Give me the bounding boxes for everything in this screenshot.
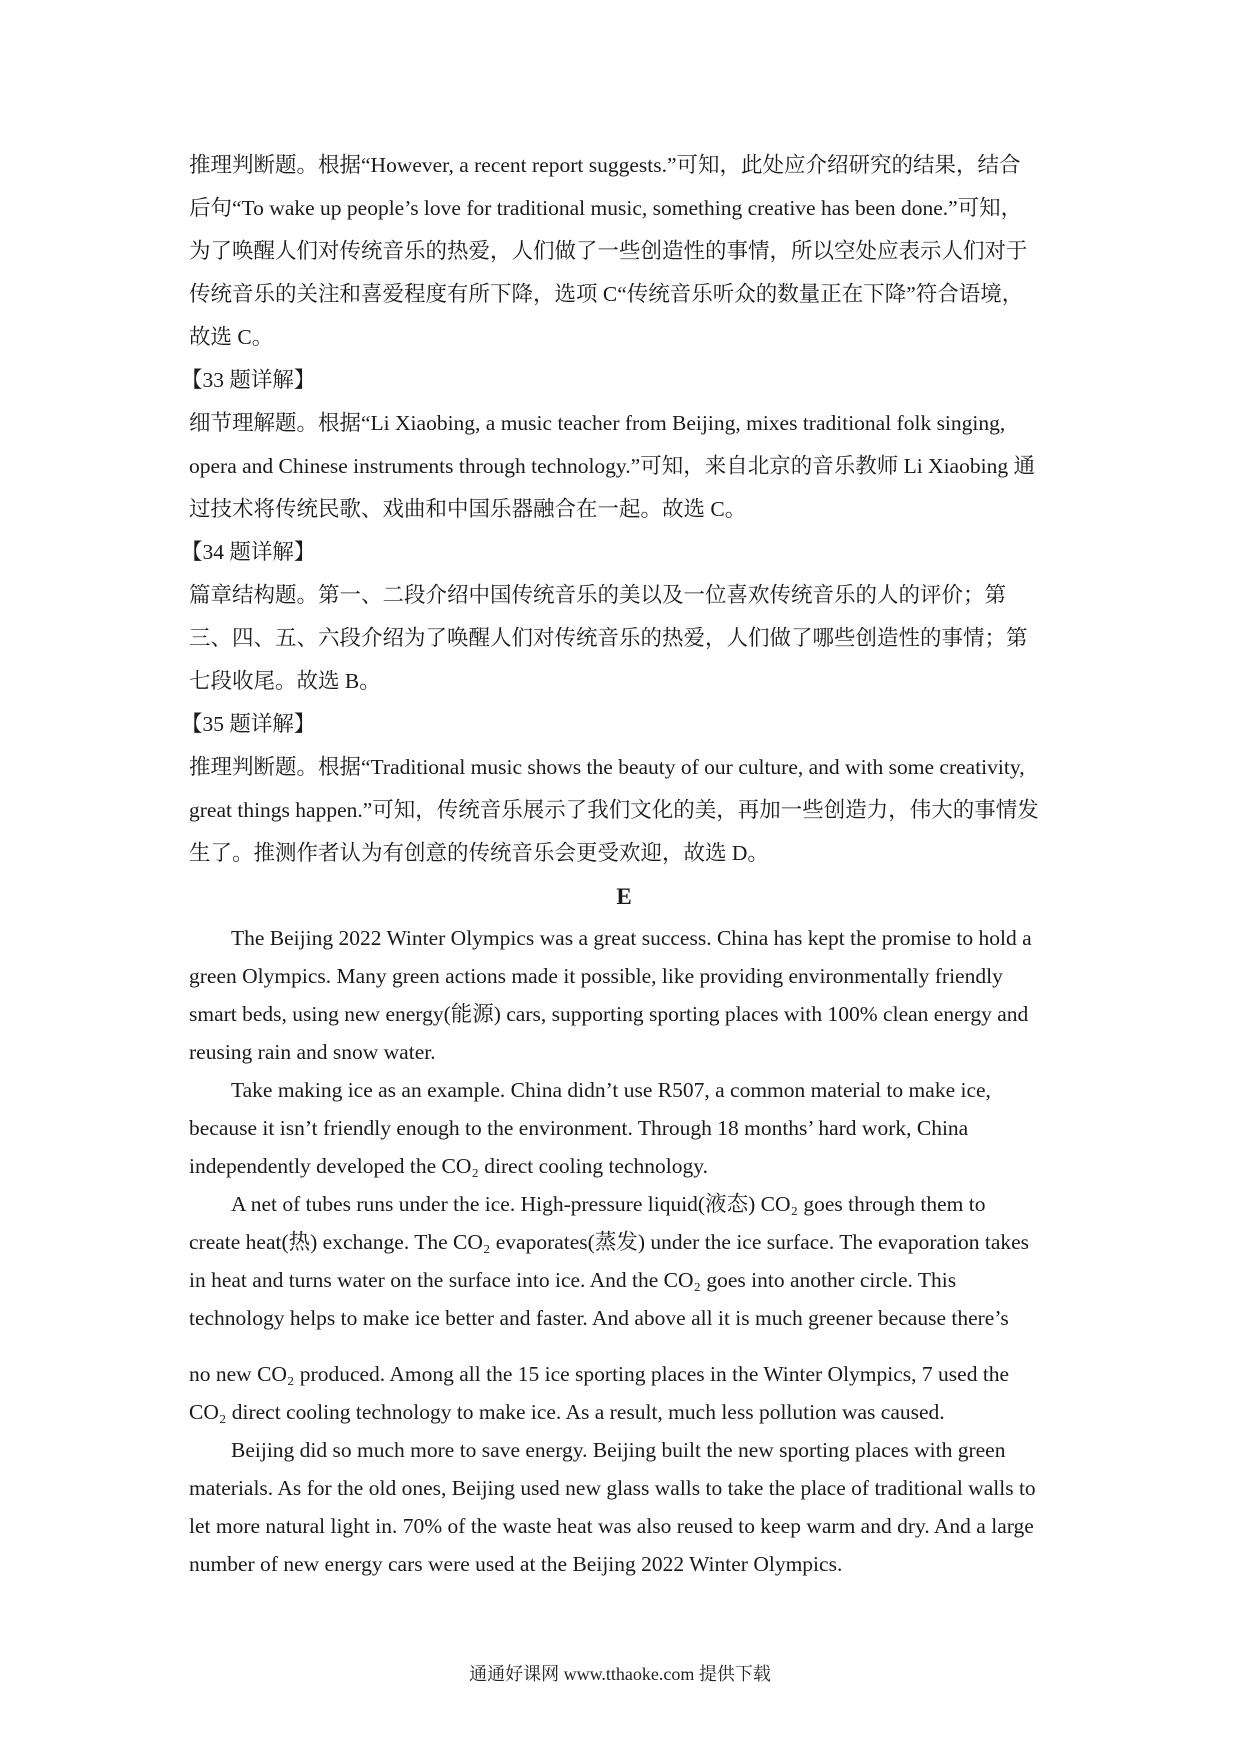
text-line: reusing rain and snow water. xyxy=(189,1040,436,1064)
answer-32-explanation xyxy=(189,144,1059,359)
text-line: 后句“To wake up people’s love for traditional music, something creative has been done.”可知， xyxy=(189,196,1023,220)
text-line: no new CO₂ produced. Among all the 15 ice sporting places in the Winter Olympics, 7 used the xyxy=(189,1362,1010,1386)
text-line: let more natural light in. 70% of the waste heat was also reused to keep warm and dry. And a large xyxy=(189,1514,1034,1538)
text-line: CO₂ direct cooling technology to make ice. As a result, much less pollution was caused. xyxy=(189,1400,945,1424)
text-line: 传统音乐的关注和喜爱程度有所下降，选项 C“传统音乐听众的数量正在下降”符合语境， xyxy=(189,282,1024,306)
paragraph xyxy=(189,1071,1059,1185)
text-line: 三、四、五、六段介绍为了唤醒人们对传统音乐的热爱，人们做了哪些创造性的事情；第 xyxy=(189,626,1028,650)
text-line: 篇章结构题。第一、二段介绍中国传统音乐的美以及一位喜欢传统音乐的人的评价；第 xyxy=(189,583,1007,607)
text-line: 推理判断题。根据“Traditional music shows the beauty of our culture, and with some creativity, xyxy=(189,755,1025,779)
paragraph xyxy=(189,1185,1059,1337)
text-line: independently developed the CO₂ direct cooling technology. xyxy=(189,1154,708,1178)
paragraph xyxy=(189,1355,1059,1431)
text-line: 过技术将传统民歌、戏曲和中国乐器融合在一起。故选 C。 xyxy=(189,497,747,521)
text-line: because it isn’t friendly enough to the environment. Through 18 months’ hard work, China xyxy=(189,1116,969,1140)
answer-heading: 【35 题详解】 xyxy=(181,712,316,736)
text-line: number of new energy cars were used at the Beijing 2022 Winter Olympics. xyxy=(189,1552,843,1576)
text-line: 故选 C。 xyxy=(189,325,274,349)
text-line: 推理判断题。根据“However, a recent report suggests.”可知，此处应介绍研究的结果，结合 xyxy=(189,153,1021,177)
answer-heading: 【34 题详解】 xyxy=(181,540,316,564)
page-footer: 通通好课网 www.tthaoke.com 提供下载 xyxy=(469,1664,771,1684)
paragraph xyxy=(189,919,1059,1071)
answer-heading: 【33 题详解】 xyxy=(181,368,316,392)
text-line: opera and Chinese instruments through technology.”可知，来自北京的音乐教师 Li Xiaobing 通 xyxy=(189,454,1035,478)
spacer xyxy=(189,1337,1059,1355)
text-line: green Olympics. Many green actions made it possible, like providing environmentally friendly xyxy=(189,964,1003,988)
text-line: 生了。推测作者认为有创意的传统音乐会更受欢迎，故选 D。 xyxy=(189,841,769,865)
text-line: Take making ice as an example. China didn’t use R507, a common material to make ice, xyxy=(231,1078,991,1102)
text-line: 细节理解题。根据“Li Xiaobing, a music teacher from Beijing, mixes traditional folk singing, xyxy=(189,411,1006,435)
paragraph xyxy=(189,1431,1059,1583)
text-line: materials. As for the old ones, Beijing used new glass walls to take the place of traditional walls to xyxy=(189,1476,1036,1500)
page-content xyxy=(181,144,1059,1583)
text-line: great things happen.”可知，传统音乐展示了我们文化的美，再加一些创造力，伟大的事情发 xyxy=(189,798,1039,822)
section-title: E xyxy=(616,884,632,909)
text-line: The Beijing 2022 Winter Olympics was a great success. China has kept the promise to hold a xyxy=(231,926,1032,950)
text-line: smart beds, using new energy(能源) cars, supporting sporting places with 100% clean energy and xyxy=(189,1002,1029,1026)
answer-35-explanation xyxy=(181,703,1059,875)
text-line: Beijing did so much more to save energy. Beijing built the new sporting places with green xyxy=(231,1438,1006,1462)
text-line: 为了唤醒人们对传统音乐的热爱，人们做了一些创造性的事情，所以空处应表示人们对于 xyxy=(189,239,1028,263)
text-line: technology helps to make ice better and faster. And above all it is much greener because there’s xyxy=(189,1306,1009,1330)
text-line: A net of tubes runs under the ice. High-pressure liquid(液态) CO₂ goes through them to xyxy=(231,1192,986,1216)
answer-33-explanation xyxy=(181,359,1059,531)
text-line: create heat(热) exchange. The CO₂ evaporates(蒸发) under the ice surface. The evaporation takes xyxy=(189,1230,1030,1254)
text-line: 七段收尾。故选 B。 xyxy=(189,669,381,693)
text-line: in heat and turns water on the surface into ice. And the CO₂ goes into another circle. This xyxy=(189,1268,957,1292)
reading-passage xyxy=(189,919,1059,1583)
answer-34-explanation xyxy=(181,531,1059,703)
